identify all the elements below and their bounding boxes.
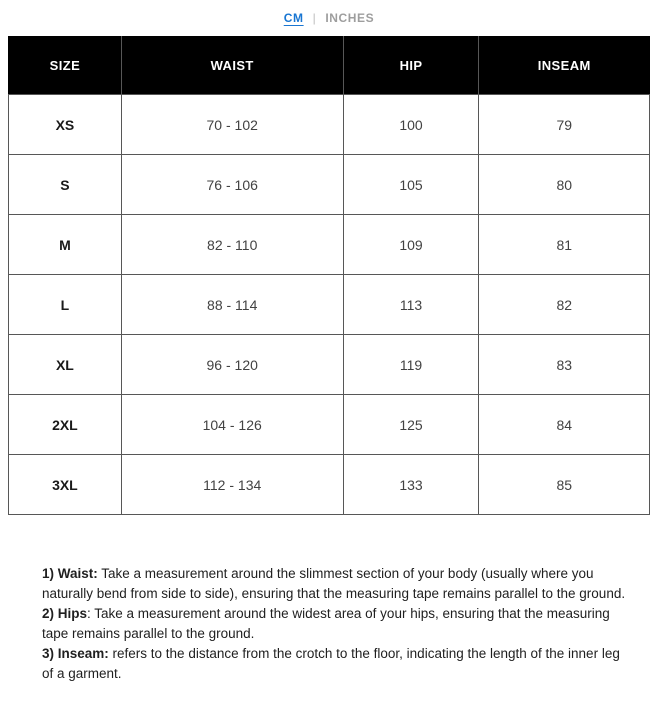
waist-value: 104 - 126 <box>121 395 343 455</box>
waist-value: 82 - 110 <box>121 215 343 275</box>
size-value: L <box>9 275 122 335</box>
size-value: XL <box>9 335 122 395</box>
size-value: XS <box>9 95 122 155</box>
inseam-value: 80 <box>479 155 650 215</box>
waist-value: 70 - 102 <box>121 95 343 155</box>
unit-cm-button[interactable]: CM <box>283 11 304 25</box>
table-row <box>9 275 650 335</box>
hip-value: 125 <box>343 395 479 455</box>
size-value: M <box>9 215 122 275</box>
header-waist: WAIST <box>121 37 343 95</box>
header-size: SIZE <box>9 37 122 95</box>
size-chart-table <box>8 36 650 515</box>
unit-toggle-divider: | <box>312 11 317 25</box>
size-value: S <box>9 155 122 215</box>
note-waist-label: 1) Waist: <box>42 566 98 581</box>
hip-value: 105 <box>343 155 479 215</box>
inseam-value: 79 <box>479 95 650 155</box>
header-inseam: INSEAM <box>479 37 650 95</box>
hip-value: 119 <box>343 335 479 395</box>
waist-value: 76 - 106 <box>121 155 343 215</box>
table-header-row <box>9 37 650 95</box>
waist-value: 96 - 120 <box>121 335 343 395</box>
waist-value: 112 - 134 <box>121 455 343 515</box>
size-value: 3XL <box>9 455 122 515</box>
header-hip: HIP <box>343 37 479 95</box>
note-waist <box>42 564 632 604</box>
size-value: 2XL <box>9 395 122 455</box>
table-row <box>9 335 650 395</box>
hip-value: 113 <box>343 275 479 335</box>
measurement-notes <box>42 564 632 684</box>
table-row <box>9 95 650 155</box>
table-row <box>9 455 650 515</box>
hip-value: 109 <box>343 215 479 275</box>
note-inseam <box>42 644 632 684</box>
table-row <box>9 155 650 215</box>
table-row <box>9 215 650 275</box>
note-hips <box>42 604 632 644</box>
table-row <box>9 395 650 455</box>
hip-value: 133 <box>343 455 479 515</box>
unit-inches-button[interactable]: INCHES <box>325 11 375 25</box>
note-inseam-text: refers to the distance from the crotch to the floor, indicating the length of the inner leg of a garment. <box>42 646 620 681</box>
waist-value: 88 - 114 <box>121 275 343 335</box>
note-waist-text: Take a measurement around the slimmest section of your body (usually where you naturally bend from side to side), ensuring that the measuring tape remains parallel to the ground. <box>42 566 626 601</box>
inseam-value: 82 <box>479 275 650 335</box>
inseam-value: 84 <box>479 395 650 455</box>
note-hips-text: : Take a measurement around the widest area of your hips, ensuring that the measuring tape remains parallel to the ground. <box>42 606 610 641</box>
inseam-value: 81 <box>479 215 650 275</box>
note-inseam-label: 3) Inseam: <box>42 646 109 661</box>
inseam-value: 83 <box>479 335 650 395</box>
inseam-value: 85 <box>479 455 650 515</box>
hip-value: 100 <box>343 95 479 155</box>
unit-toggle <box>0 0 658 25</box>
note-hips-label: 2) Hips <box>42 606 88 621</box>
